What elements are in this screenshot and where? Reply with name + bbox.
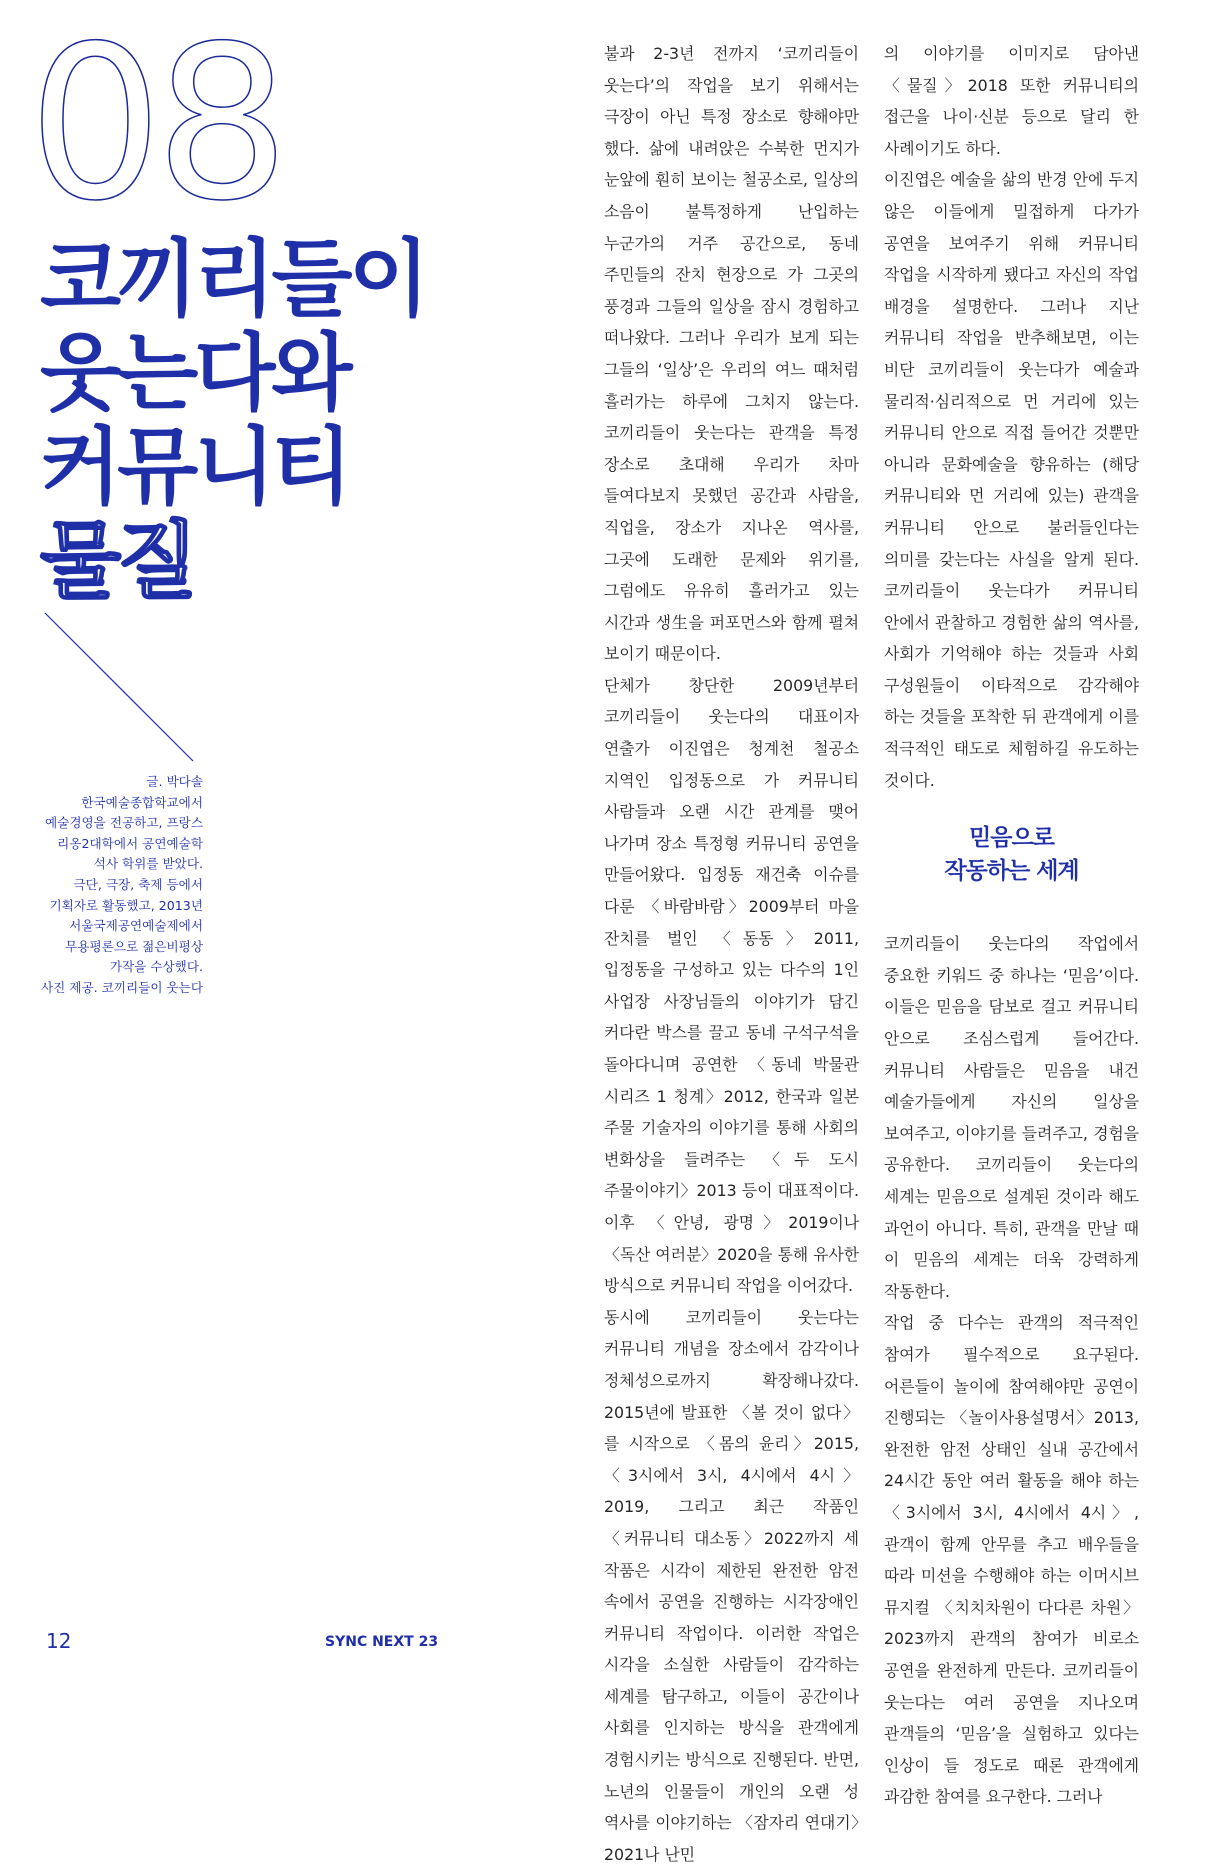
paragraph: 작업 중 다수는 관객의 적극적인 참여가 필수적으로 요구된다. 어른들이 놀이에 참여해야만 공연이 진행되는 〈놀이사용설명서〉2013, 완전한 암전 상태인 실내 공간에서 24시간 동안 여러 활동을 해야 하는 〈3시에서 3시, 4시에서 4시〉, 관객이 함께 안무를 추고 배우들을 따라 미션을 수행해야 하는 이머시브 뮤지컬 〈치치차원이 다다른 차원〉2023까지 관객의 참여가 비로소 공연을 완전하게 만든다. 코끼리들이 웃는다는 여러 공연을 지나오며 관객들의 ‘믿음’을 실험하고 있다는 인상이 들 정도로 때론 관객에게 과감한 참여를 요구한다. 그러나 (884, 1313, 1139, 1807)
subheading-line-1: 믿음으로 (969, 825, 1054, 852)
diagonal-divider (44, 612, 194, 762)
subheading-line-2: 작동하는 세계 (944, 858, 1079, 885)
body-column-1 (604, 38, 859, 1870)
paragraph: 이진엽은 예술을 삶의 반경 안에 두지 않은 이들에게 밀접하게 다가가 공연을 보여주기 위해 커뮤니티 작업을 시작하게 됐다고 자신의 작업 배경을 설명한다. 그러나 지난 커뮤니티 작업을 반추해보면, 이는 비단 코끼리들이 웃는다가 예술과 물리적·심리적으로 먼 거리에 있는 커뮤니티 안으로 직접 들어간 것뿐만 아니라 문화예술을 향유하는 (해당 커뮤니티와 먼 거리에 있는) 관객을 커뮤니티 안으로 불러들인다는 의미를 갖는다는 사실을 알게 된다. 코끼리들이 웃는다가 커뮤니티 안에서 관찰하고 경험한 삶의 역사를, 사회가 기억해야 하는 것들과 사회 구성원들이 이타적으로 감각해야 하는 것들을 포착한 뒤 관객에게 이를 적극적인 태도로 체험하길 유도하는 것이다. (884, 170, 1139, 790)
paragraph: 단체가 창단한 2009년부터 코끼리들이 웃는다의 대표이자 연출가 이진엽은 청계천 철공소 지역인 입정동으로 가 커뮤니티 사람들과 오랜 시간 관계를 맺어 나가며 장소 특정형 커뮤니티 공연을 만들어왔다. 입정동 재건축 이슈를 다룬 〈바람바람〉2009부터 마을 잔치를 벌인 〈동동〉2011, 입정동을 구성하고 있는 다수의 1인 사업장 사장님들의 이야기가 담긴 커다란 박스를 끌고 동네 구석구석을 돌아다니며 공연한 〈동네 박물관 시리즈 1 청계〉2012, 한국과 일본 주물 기술자의 이야기를 통해 사회의 변화상을 들려주는 〈두 도시 주물이야기〉2013 등이 대표적이다. 이후 〈안녕, 광명〉2019이나 〈독산 여러분〉2020을 통해 유사한 방식으로 커뮤니티 작업을 이어갔다. (604, 675, 859, 1296)
title-line-outline: 물질 (40, 512, 195, 610)
title-line-3: 커뮤니티 (40, 418, 349, 516)
paragraph: 의 이야기를 이미지로 담아낸 〈물질〉2018 또한 커뮤니티의 접근을 나이·신분 등으로 달리 한 사례이기도 하다. (884, 44, 1139, 158)
paragraph: 코끼리들이 웃는다의 작업에서 중요한 키워드 중 하나는 ‘믿음’이다. 이들은 믿음을 담보로 걸고 커뮤니티 안으로 조심스럽게 들어간다. 커뮤니티 사람들은 믿음을 내건 예술가들에게 자신의 일상을 보여주고, 이야기를 들려주고, 경험을 공유한다. 코끼리들이 웃는다의 세계는 믿음으로 설계된 것이라 해도 과언이 아니다. 특히, 관객을 만날 때 이 믿음의 세계는 더욱 강력하게 작동한다. (884, 934, 1139, 1301)
title-line-2: 웃는다와 (40, 324, 349, 422)
article-title (40, 232, 426, 608)
magazine-name: SYNC NEXT 23 (325, 1634, 439, 1650)
author-byline: 글. 박다솔 한국예술종합학교에서 예술경영을 전공하고, 프랑스 리옹2대학에서 공연예술학 석사 학위를 받았다. 극단, 극장, 축제 등에서 기획자로 활동했고, 2013년 서울국제공연예술제에서 무용평론으로 젊은비평상 가작을 수상했다. 사진 제공. 코끼리들이 웃는다 (41, 774, 203, 995)
paragraph: 동시에 코끼리들이 웃는다는 커뮤니티 개념을 장소에서 감각이나 정체성으로까지 확장해나갔다. 2015년에 발표한 〈볼 것이 없다〉를 시작으로 〈몸의 윤리〉2015, 〈3시에서 3시, 4시에서 4시〉2019, 그리고 최근 작품인 〈커뮤니티 대소동〉2022까지 세 작품은 시각이 제한된 완전한 암전 속에서 공연을 진행하는 시각장애인 커뮤니티 작업이다. 이러한 작업은 시각을 소실한 사람들이 감각하는 세계를 탐구하고, 이들이 공간이나 사회를 인지하는 방식을 관객에게 경험시키는 방식으로 진행된다. 반면, 노년의 인물들이 개인의 오랜 성 역사를 이야기하는 〈잠자리 연대기〉2021나 난민 (604, 1307, 859, 1864)
issue-number: 08 (28, 0, 282, 247)
body-column-2 (884, 38, 1139, 1813)
section-subheading (884, 822, 1139, 888)
paragraph: 불과 2-3년 전까지 ‘코끼리들이 웃는다’의 작업을 보기 위해서는 극장이 아닌 특정 장소로 향해야만 했다. 삶에 내려앉은 수북한 먼지가 눈앞에 훤히 보이는 철공소로, 일상의 소음이 불특정하게 난입하는 누군가의 거주 공간으로, 동네 주민들의 잔치 현장으로 가 그곳의 풍경과 그들의 일상을 잠시 경험하고 떠나왔다. 그러나 우리가 보게 되는 그들의 ‘일상’은 우리의 여느 때처럼 흘러가는 하루에 그치지 않는다. 코끼리들이 웃는다는 관객을 특정 장소로 초대해 우리가 차마 들여다보지 못했던 공간과 사람을, 직업을, 장소가 지나온 역사를, 그곳에 도래한 문제와 위기를, 그럼에도 유유히 흘러가고 있는 시간과 생生을 퍼포먼스와 함께 펼쳐 보이기 때문이다. (604, 44, 859, 664)
page-number: 12 (46, 1629, 72, 1653)
title-line-1: 코끼리들이 (40, 230, 426, 328)
